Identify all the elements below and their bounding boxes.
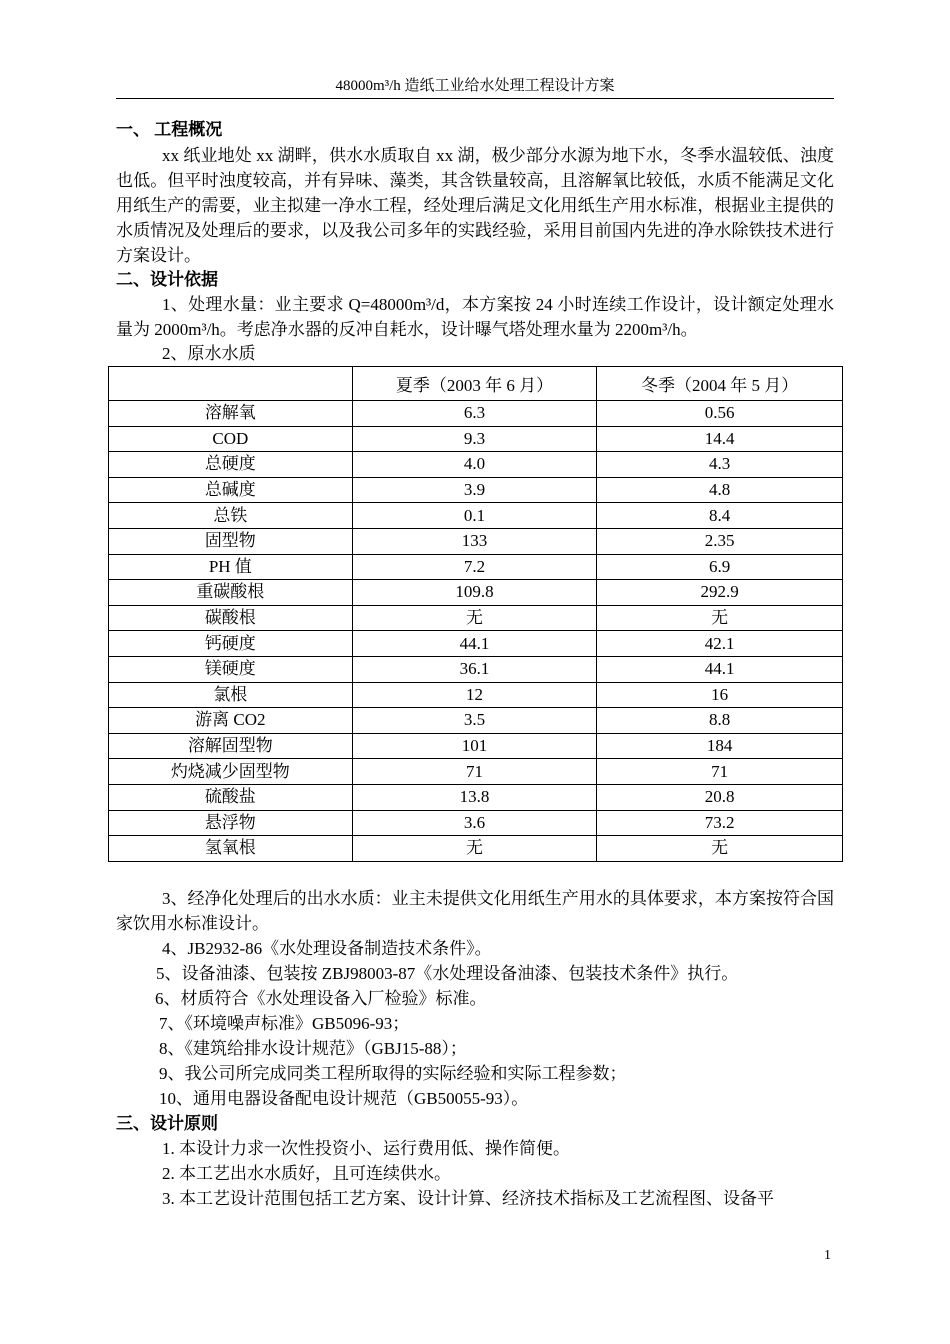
winter-value-cell: 4.8	[597, 477, 843, 503]
design-basis-item-10: 10、通用电器设备配电设计规范（GB50055-93）。	[159, 1089, 529, 1108]
table-row	[109, 784, 843, 810]
summer-value-cell: 0.1	[352, 503, 597, 529]
parameter-name-cell: 游离 CO2	[109, 708, 353, 734]
summer-value-cell: 7.2	[352, 554, 597, 580]
parameter-name-cell: 重碳酸根	[109, 580, 353, 606]
page-header-title: 48000m³/h 造纸工业给水处理工程设计方案	[335, 78, 615, 94]
winter-value-cell: 8.8	[597, 708, 843, 734]
table-row	[109, 554, 843, 580]
design-basis-item-3: 3、经净化处理后的出水水质：业主未提供文化用纸生产用水的具体要求，本方案按符合国家饮用水标准设计。	[116, 889, 834, 933]
summer-value-cell: 36.1	[352, 656, 597, 682]
summer-value-cell: 3.9	[352, 477, 597, 503]
table-row	[109, 503, 843, 529]
parameter-name-cell: COD	[109, 426, 353, 452]
summer-value-cell: 9.3	[352, 426, 597, 452]
table-row	[109, 580, 843, 606]
summer-value-cell: 4.0	[352, 452, 597, 478]
parameter-name-cell: 氯根	[109, 682, 353, 708]
winter-value-cell: 16	[597, 682, 843, 708]
parameter-name-cell: 总铁	[109, 503, 353, 529]
table-body	[109, 401, 843, 862]
parameter-name-cell: 溶解固型物	[109, 733, 353, 759]
winter-value-cell: 42.1	[597, 631, 843, 657]
summer-value-cell: 无	[352, 605, 597, 631]
summer-value-cell: 12	[352, 682, 597, 708]
design-basis-item-1: 1、处理水量：业主要求 Q=48000m³/d，本方案按 24 小时连续工作设计，设计额定处理水量为 2000m³/h。考虑净水器的反冲自耗水，设计曝气塔处理水量为 2200m³/h。	[116, 295, 834, 339]
table-row	[109, 401, 843, 427]
design-principle-item-1: 1. 本设计力求一次性投资小、运行费用低、操作简便。	[162, 1139, 570, 1158]
table-header-cell	[109, 367, 353, 401]
design-basis-item-9: 9、我公司所完成同类工程所取得的实际经验和实际工程参数；	[159, 1064, 627, 1083]
winter-value-cell: 8.4	[597, 503, 843, 529]
parameter-name-cell: PH 值	[109, 554, 353, 580]
parameter-name-cell: 碳酸根	[109, 605, 353, 631]
table-row	[109, 836, 843, 862]
parameter-name-cell: 钙硬度	[109, 631, 353, 657]
parameter-name-cell: 灼烧减少固型物	[109, 759, 353, 785]
winter-value-cell: 2.35	[597, 528, 843, 554]
parameter-name-cell: 溶解氧	[109, 401, 353, 427]
winter-value-cell: 无	[597, 605, 843, 631]
design-basis-item-6: 6、材质符合《水处理设备入厂检验》标准。	[155, 989, 487, 1008]
table-header-cell: 冬季（2004 年 5 月）	[597, 367, 843, 401]
summer-value-cell: 44.1	[352, 631, 597, 657]
parameter-name-cell: 总硬度	[109, 452, 353, 478]
winter-value-cell: 4.3	[597, 452, 843, 478]
section1-heading: 一、 工程概况	[116, 120, 223, 139]
winter-value-cell: 14.4	[597, 426, 843, 452]
page-number: 1	[824, 1248, 831, 1263]
summer-value-cell: 71	[352, 759, 597, 785]
section3-heading: 三、设计原则	[116, 1114, 218, 1133]
winter-value-cell: 292.9	[597, 580, 843, 606]
winter-value-cell: 0.56	[597, 401, 843, 427]
design-principle-item-3: 3. 本工艺设计范围包括工艺方案、设计计算、经济技术指标及工艺流程图、设备平	[162, 1189, 774, 1208]
raw-water-quality-table	[108, 366, 843, 862]
table-row	[109, 631, 843, 657]
table-row	[109, 682, 843, 708]
design-basis-item-5: 5、设备油漆、包装按 ZBJ98003-87《水处理设备油漆、包装技术条件》执行。	[156, 964, 739, 983]
winter-value-cell: 6.9	[597, 554, 843, 580]
table-header-row	[109, 367, 843, 401]
table-row	[109, 605, 843, 631]
table-row	[109, 528, 843, 554]
design-basis-item-7: 7、《环境噪声标准》GB5096-93；	[159, 1014, 410, 1033]
parameter-name-cell: 悬浮物	[109, 810, 353, 836]
table-row	[109, 708, 843, 734]
design-principle-item-2: 2. 本工艺出水水质好，且可连续供水。	[162, 1164, 451, 1183]
winter-value-cell: 73.2	[597, 810, 843, 836]
winter-value-cell: 44.1	[597, 656, 843, 682]
winter-value-cell: 71	[597, 759, 843, 785]
parameter-name-cell: 氢氧根	[109, 836, 353, 862]
parameter-name-cell: 固型物	[109, 528, 353, 554]
winter-value-cell: 无	[597, 836, 843, 862]
header-divider	[116, 98, 834, 99]
table-header-cell: 夏季（2003 年 6 月）	[352, 367, 597, 401]
design-basis-item-4: 4、JB2932-86《水处理设备制造技术条件》。	[162, 939, 492, 958]
table-row	[109, 426, 843, 452]
section1-paragraph: xx 纸业地处 xx 湖畔，供水水质取自 xx 湖，极少部分水源为地下水，冬季水温较低、浊度也低。但平时浊度较高，并有异味、藻类，其含铁量较高，且溶解氧比较低，水质不能满足文化用纸生产的需要，业主拟建一净水工程，经处理后满足文化用纸生产用水标准，根据业主提供的水质情况及处理后的要求，以及我公司多年的实践经验，采用目前国内先进的净水除铁技术进行方案设计。	[116, 146, 834, 265]
summer-value-cell: 109.8	[352, 580, 597, 606]
section2-heading: 二、设计依据	[116, 270, 218, 289]
parameter-name-cell: 镁硬度	[109, 656, 353, 682]
summer-value-cell: 133	[352, 528, 597, 554]
table-row	[109, 733, 843, 759]
parameter-name-cell: 硫酸盐	[109, 784, 353, 810]
table-row	[109, 452, 843, 478]
table-row	[109, 477, 843, 503]
table-row	[109, 810, 843, 836]
design-basis-item-2: 2、原水水质	[162, 344, 256, 363]
winter-value-cell: 20.8	[597, 784, 843, 810]
parameter-name-cell: 总碱度	[109, 477, 353, 503]
winter-value-cell: 184	[597, 733, 843, 759]
table-row	[109, 656, 843, 682]
table-row	[109, 759, 843, 785]
design-basis-item-8: 8、《建筑给排水设计规范》（GBJ15-88）；	[159, 1039, 467, 1058]
summer-value-cell: 3.6	[352, 810, 597, 836]
summer-value-cell: 无	[352, 836, 597, 862]
summer-value-cell: 101	[352, 733, 597, 759]
summer-value-cell: 3.5	[352, 708, 597, 734]
summer-value-cell: 6.3	[352, 401, 597, 427]
summer-value-cell: 13.8	[352, 784, 597, 810]
